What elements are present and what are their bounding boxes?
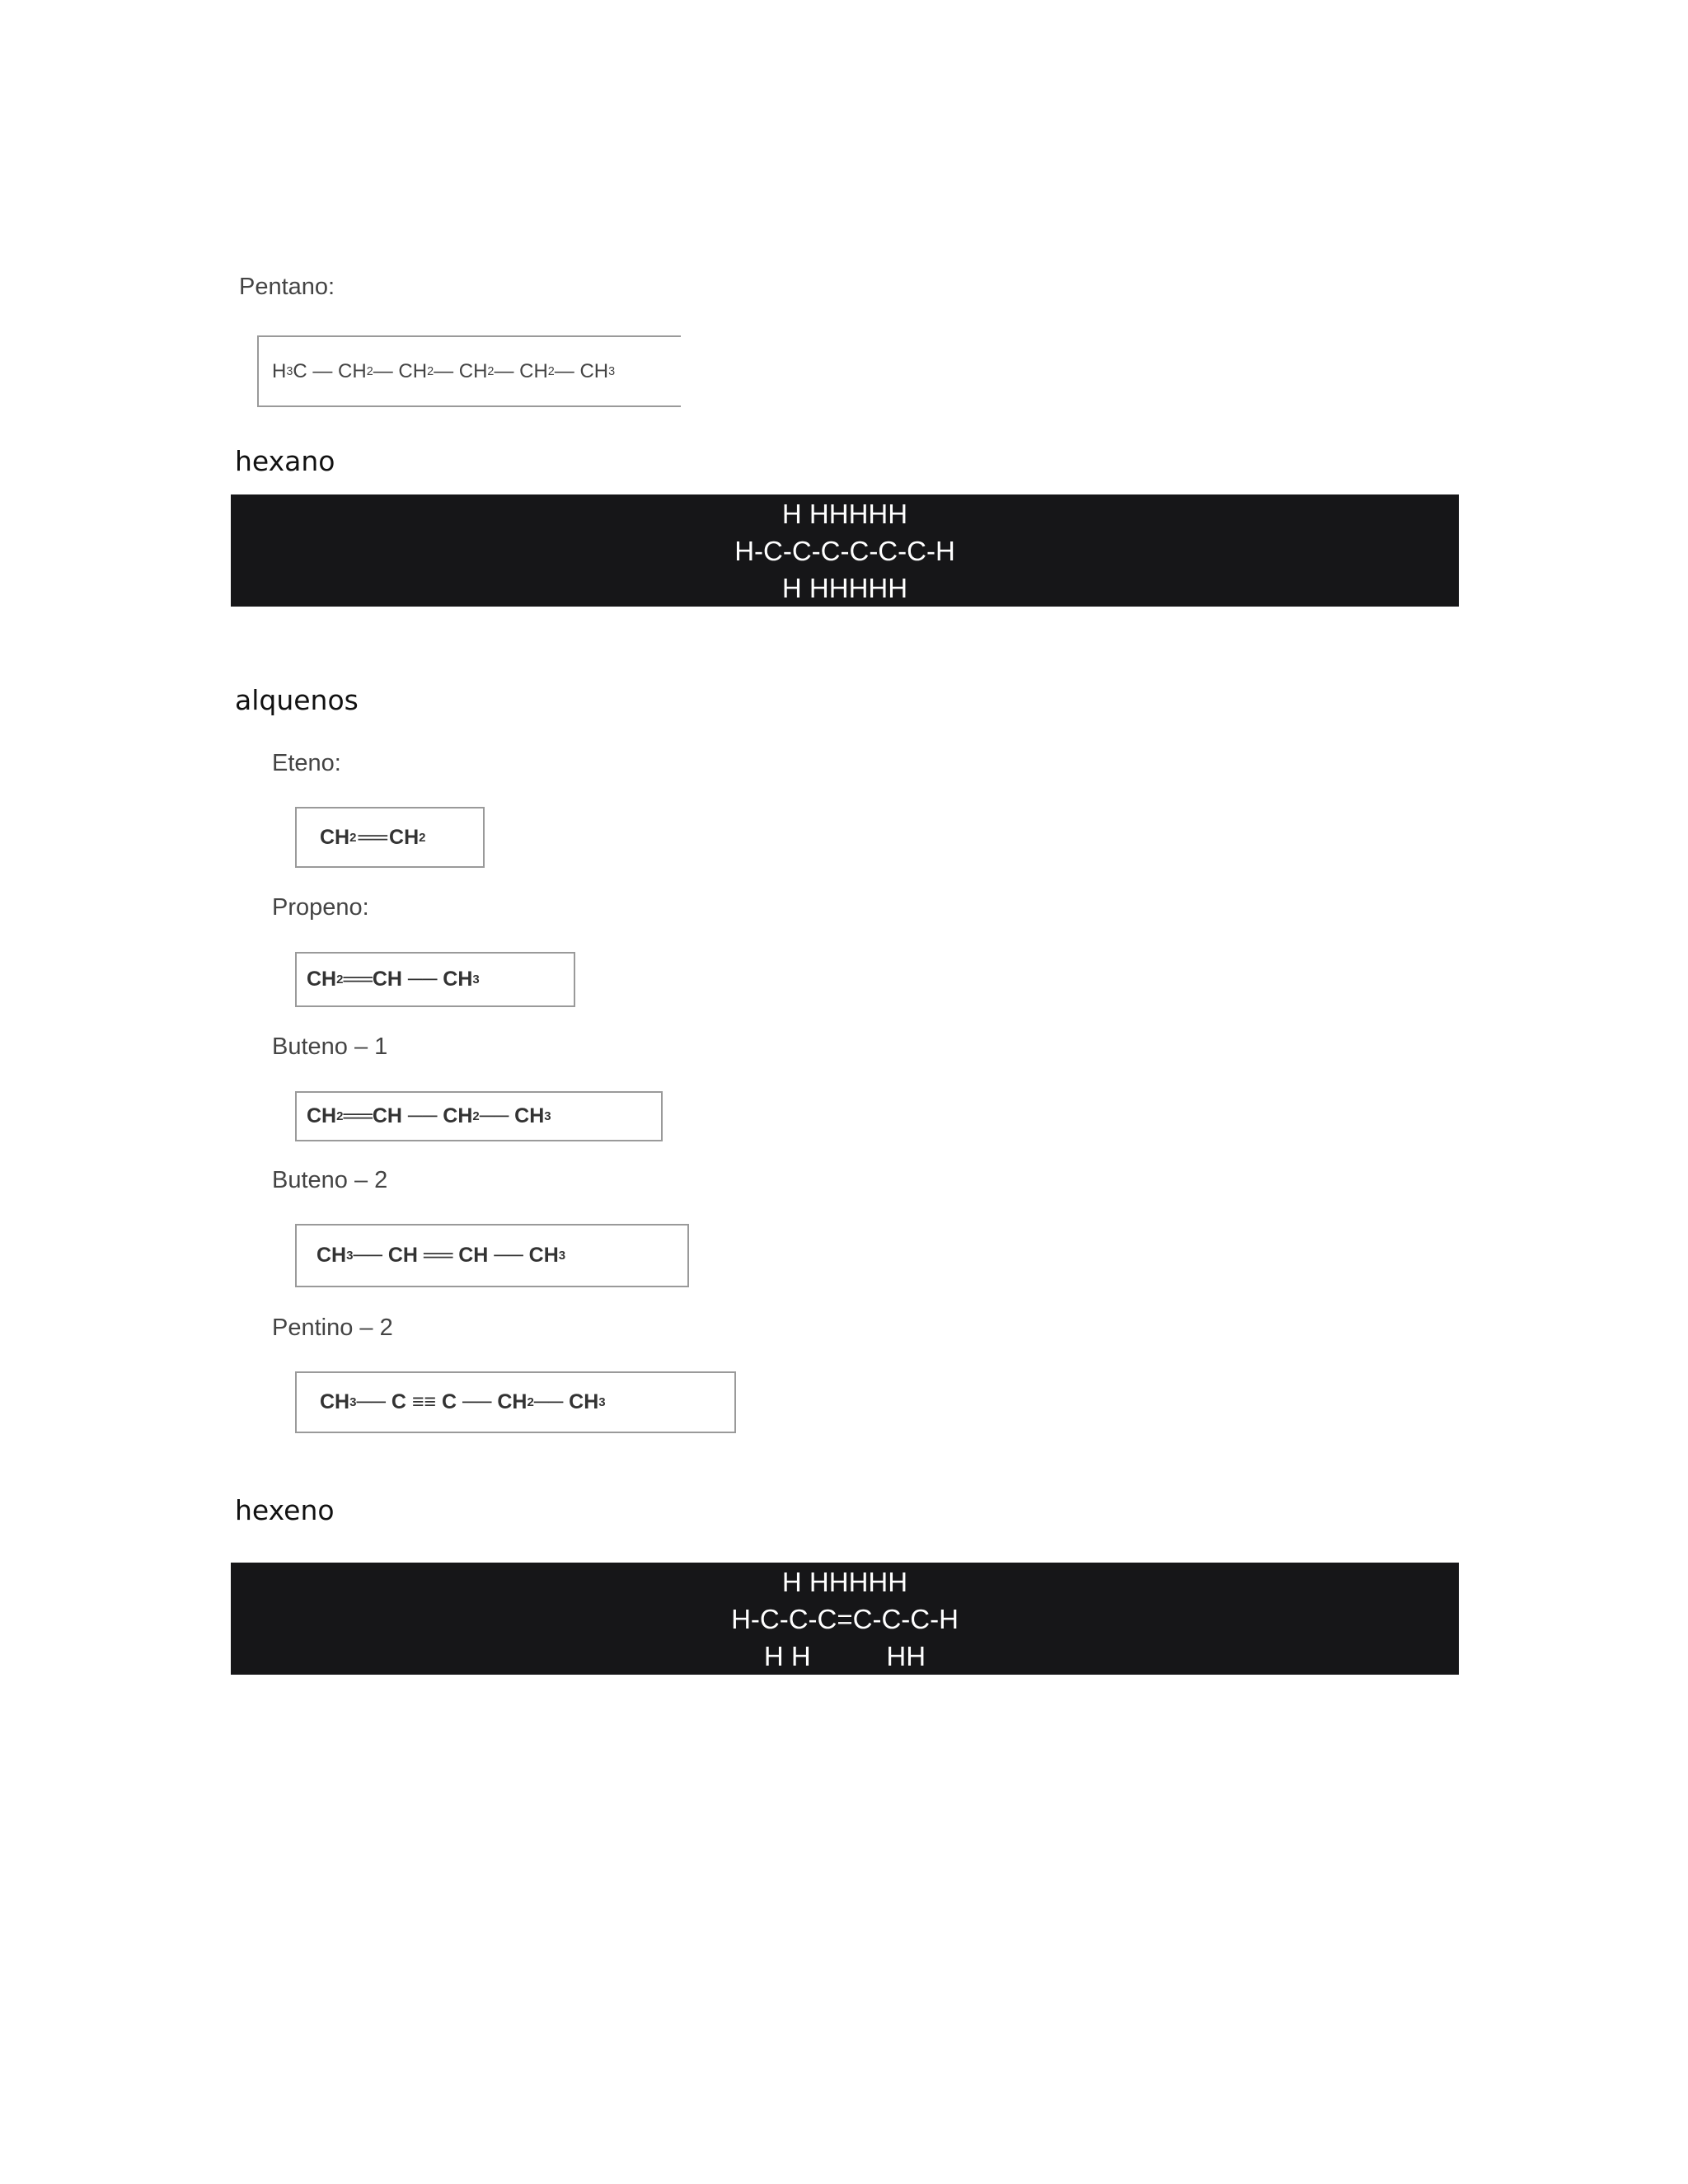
- hexano-line-3: H HHHHH: [781, 572, 908, 603]
- buteno-1-label: Buteno – 1: [272, 1033, 388, 1060]
- hexano-structure-bar: [231, 494, 1459, 607]
- pentino-2-label: Pentino – 2: [272, 1315, 393, 1341]
- hexeno-line-1: H HHHHH: [781, 1566, 908, 1597]
- buteno-1-formula: CH 2 ══CH ── CH 2 ── CH 3: [295, 1091, 663, 1141]
- propeno-label: Propeno:: [272, 894, 369, 921]
- alquenos-heading: alquenos: [235, 684, 359, 716]
- hexeno-line-2: H-C-C-C=C-C-C-H: [731, 1603, 959, 1634]
- hexeno-line-3: H H HH: [763, 1640, 926, 1671]
- pentano-formula: H 3 C — CH 2 — CH 2 — CH 2 — CH 2 — CH 3: [257, 335, 681, 407]
- hexano-line-1: H HHHHH: [781, 498, 908, 529]
- eteno-label: Eteno:: [272, 750, 341, 776]
- propeno-formula: CH 2 ══CH ── CH 3: [295, 952, 575, 1007]
- buteno-2-label: Buteno – 2: [272, 1167, 388, 1193]
- eteno-formula: CH 2 ══ CH 2: [295, 807, 485, 868]
- hexano-line-2: H-C-C-C-C-C-C-H: [734, 535, 955, 566]
- pentino-2-formula: CH 3 ── C ≡≡ C ── CH 2 ── CH 3: [295, 1371, 736, 1433]
- pentano-label: Pentano:: [239, 274, 335, 300]
- hexano-heading: hexano: [235, 445, 335, 477]
- hexeno-heading: hexeno: [235, 1494, 335, 1526]
- buteno-2-formula: CH 3 ── CH ══ CH ── CH 3: [295, 1224, 689, 1287]
- hexeno-structure-bar: [231, 1563, 1459, 1675]
